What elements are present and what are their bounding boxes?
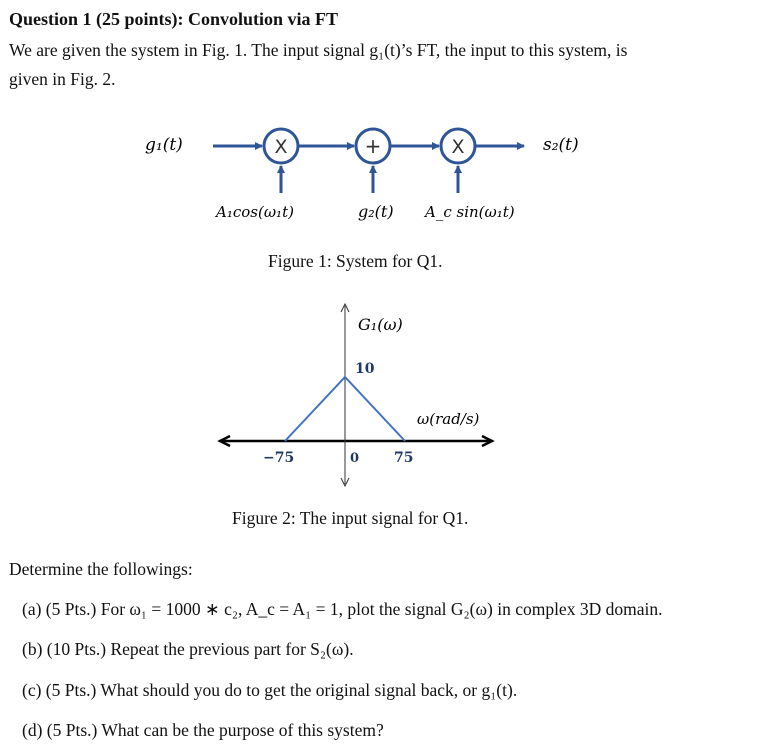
svg-text:s₂(t): s₂(t)	[543, 135, 579, 155]
peak-label: 10	[355, 361, 375, 377]
svg-text:X: X	[451, 136, 465, 158]
svg-text:+: +	[364, 134, 382, 158]
multiplier-block-1	[264, 129, 298, 163]
x-axis-label: ω(rad/s)	[417, 410, 480, 428]
figure-1-caption: Figure 1: System for Q1.	[268, 251, 443, 271]
input-label	[145, 135, 183, 155]
tasks-intro: Determine the followings:	[9, 559, 193, 579]
output-label	[543, 135, 579, 155]
question-title: Question 1 (25 points): Convolution via FT	[9, 9, 339, 29]
task-b: (b) (10 Pts.) Repeat the previous part for S₂(ω).	[22, 639, 354, 659]
figure-2-caption: Figure 2: The input signal for Q1.	[232, 508, 469, 528]
task-d: (d) (5 Pts.) What can be the purpose of this system?	[22, 720, 384, 740]
side-input-labels	[214, 202, 515, 221]
intro-line-2: given in Fig. 2.	[9, 69, 116, 89]
tick-75: 75	[394, 450, 414, 466]
y-axis-label: G₁(ω)	[358, 315, 403, 334]
multiplier-block-2	[441, 129, 475, 163]
svg-text:g₁(t): g₁(t)	[145, 135, 183, 155]
svg-text:g₂(t): g₂(t)	[358, 202, 394, 221]
svg-text:X: X	[274, 136, 288, 158]
svg-text:A₁cos(ω₁t): A₁cos(ω₁t)	[216, 203, 294, 221]
task-a: (a) (5 Pts.) For ω₁ = 1000 ∗ c₂, A_c = A₁ = 1, plot the signal G₂(ω) in complex 3D domain.	[22, 599, 663, 619]
intro-line-1: We are given the system in Fig. 1. The input signal g₁(t)’s FT, the input to this system, is	[9, 40, 628, 60]
figure-2-spectrum-plot	[220, 304, 492, 486]
tick-neg75: −75	[263, 450, 295, 466]
tick-0: 0	[350, 451, 360, 466]
adder-block	[356, 129, 390, 163]
task-c: (c) (5 Pts.) What should you do to get the original signal back, or g₁(t).	[22, 680, 518, 700]
svg-text:A_c sin(ω₁t): A_c sin(ω₁t)	[425, 203, 515, 221]
